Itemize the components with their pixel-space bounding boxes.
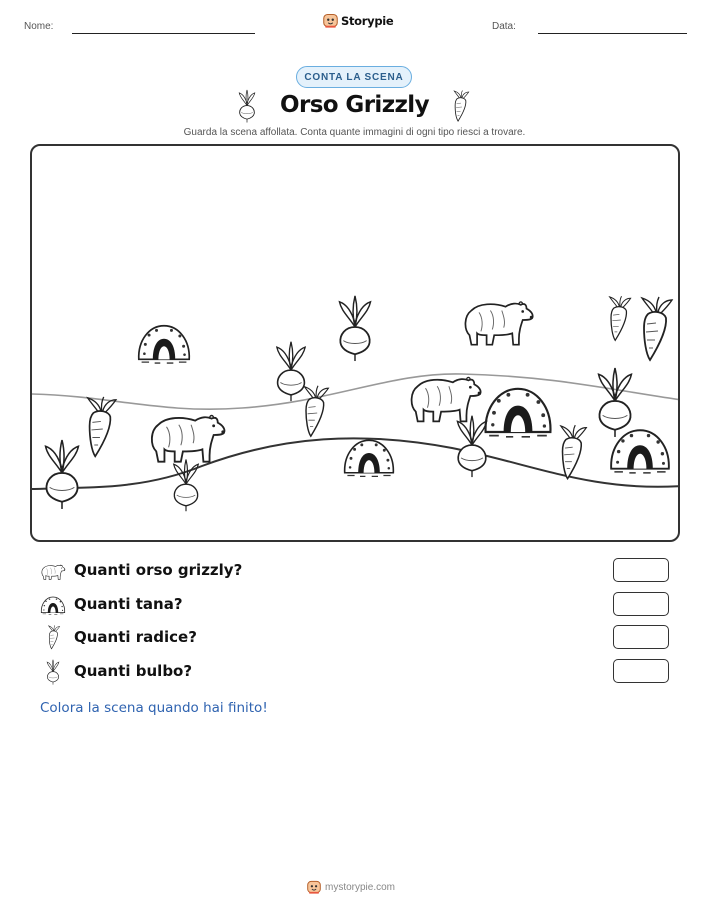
bulb-6 <box>174 460 199 512</box>
worksheet-header <box>0 0 709 50</box>
den-3 <box>486 389 551 437</box>
den-4 <box>611 430 669 473</box>
den-2 <box>345 440 394 476</box>
root-5 <box>561 425 587 479</box>
den-1 <box>139 326 190 363</box>
root-4 <box>304 386 328 436</box>
root-1 <box>610 296 631 340</box>
question-row-den <box>40 592 670 618</box>
root-3 <box>88 397 116 456</box>
bulb-5 <box>46 440 79 509</box>
answer-box-bear[interactable] <box>613 558 669 582</box>
bear-3 <box>152 416 225 462</box>
date-line[interactable] <box>538 33 687 34</box>
answer-box-den[interactable] <box>613 592 669 616</box>
activity-badge: CONTA LA SCENA <box>296 66 412 88</box>
question-row-bulb <box>40 659 670 685</box>
bear-2 <box>412 377 481 421</box>
root-decoration-icon <box>449 90 471 124</box>
bulb-icon <box>40 659 66 685</box>
bear-1 <box>465 302 532 345</box>
page-footer <box>307 880 395 894</box>
bulb-4 <box>457 416 486 477</box>
page-subtitle: Guarda la scena affollata. Conta quante immagini di ogni tipo riesci a trovare. <box>183 127 526 138</box>
storypie-footer-icon <box>307 880 321 894</box>
answer-box-bulb[interactable] <box>613 659 669 683</box>
brand-logo <box>323 13 393 28</box>
footer-url[interactable]: mystorypie.com <box>325 881 396 893</box>
counting-scene <box>30 144 680 542</box>
bulb-2 <box>277 342 305 401</box>
brand-name: Storypie <box>341 13 394 28</box>
question-text: Quanti orso grizzly? <box>74 561 243 579</box>
root-2 <box>642 297 672 360</box>
back-ground-line <box>32 374 680 409</box>
coloring-instruction: Colora la scena quando hai finito! <box>40 700 268 716</box>
storypie-logo-icon <box>323 13 338 28</box>
name-label: Nome: <box>24 21 54 32</box>
date-label: Data: <box>492 21 516 32</box>
scene-drawing <box>32 146 680 542</box>
question-text: Quanti radice? <box>74 628 197 646</box>
name-line[interactable] <box>72 33 255 34</box>
question-text: Quanti bulbo? <box>74 662 193 680</box>
question-text: Quanti tana? <box>74 595 183 613</box>
bulb-1 <box>339 296 370 361</box>
page-title: Orso Grizzly <box>280 92 429 118</box>
question-row-bear <box>40 558 670 584</box>
bear-icon <box>40 558 66 584</box>
question-row-root <box>40 625 670 651</box>
bulb-3 <box>599 368 632 437</box>
root-icon <box>40 625 66 651</box>
answer-box-root[interactable] <box>613 625 669 649</box>
den-icon <box>40 592 66 618</box>
